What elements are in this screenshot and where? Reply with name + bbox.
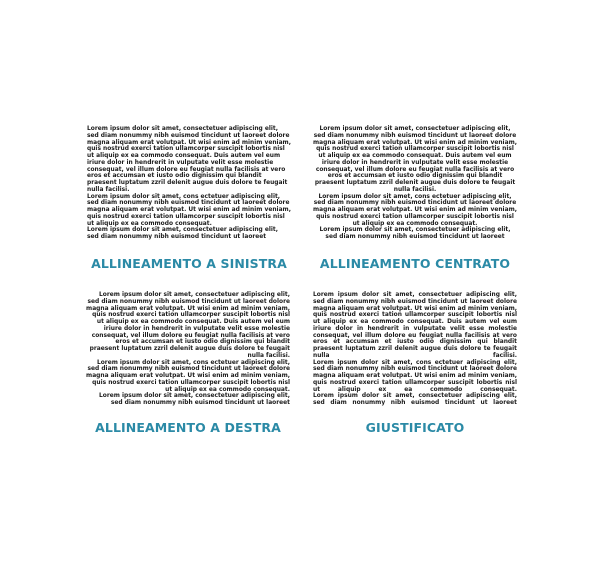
paragraph-2: Lorem ipsum dolor sit amet, cons ectetuer adipiscing elit, sed diam nonummy nibh euismod tincidunt ut laoreet dolore magna aliquam erat volutpat. Ut wisi enim ad minim veniam, quis nostrud exerci tation ullamcorper suscipit lobortis nisl ut aliquip ex ea commodo consequat.	[313, 193, 517, 227]
paragraph-3: Lorem ipsum dolor sit amet, consectetuer adipiscing elit, sed diam nonummy nibh euismod tincidunt ut laoreet	[99, 393, 290, 406]
panel-align-left	[87, 126, 291, 271]
sample-text-block	[87, 126, 291, 241]
paragraph-1: Lorem ipsum dolor sit amet, consectetuer adipiscing elit, sed diam nonummy nibh euismod tincidunt ut laoreet dolore magna aliquam erat volutpat. Ut wisi enim ad minim veniam, quis nostrud exerci tation ullamcorper suscipit lobortis nisl ut aliquip ex ea commodo consequat. Duis autem vel eum iriure dolor in hendrerit in vulputate velit esse molestie consequat, vel illum dolore eu feugiat nulla facilisis at vero eros et accumsan et iusto odio dignissim qui blandit praesent luptatum zzril delenit augue duis dolore te feugait nulla facilisi.	[87, 126, 291, 193]
sample-text-block	[86, 292, 290, 407]
caption-align-left: ALLINEAMENTO A SINISTRA	[91, 256, 287, 271]
panel-align-right	[86, 292, 290, 435]
panel-align-center	[313, 126, 517, 271]
paragraph-2: Lorem ipsum dolor sit amet, cons ectetuer adipiscing elit, sed diam nonummy nibh euismod tincidunt ut laoreet dolore magna aliquam erat volutpat. Ut wisi enim ad minim veniam, quis nostrud exerci tation ullamcorper suscipit lobortis nisl ut aliquip ex ea commodo consequat.	[313, 359, 517, 393]
paragraph-1: Lorem ipsum dolor sit amet, consectetuer adipiscing elit, sed diam nonummy nibh euismod tincidunt ut laoreet dolore magna aliquam erat volutpat. Ut wisi enim ad minim veniam, quis nostrud exerci tation ullamcorper suscipit lobortis nisl ut aliquip ex ea commodo consequat. Duis autem vel eum iriure dolor in hendrerit in vulputate velit esse molestie consequat, vel illum dolore eu feugiat nulla facilisis at vero eros et accumsan et iusto odio dignissim qui blandit praesent luptatum zzril delenit augue duis dolore te feugait nulla facilisi.	[86, 292, 290, 359]
caption-align-center: ALLINEAMENTO CENTRATO	[319, 256, 511, 271]
panel-justified	[313, 292, 517, 435]
paragraph-3: Lorem ipsum dolor sit amet, consectetuer adipiscing elit, sed diam nonummy nibh euismod tincidunt ut laoreet	[313, 393, 517, 406]
caption-justified: GIUSTIFICATO	[365, 420, 465, 435]
sample-text-block	[313, 292, 517, 407]
caption-align-right: ALLINEAMENTO A DESTRA	[95, 420, 281, 435]
paragraph-3: Lorem ipsum dolor sit amet, consectetuer adipiscing elit, sed diam nonummy nibh euismod tincidunt ut laoreet	[87, 227, 278, 240]
paragraph-1: Lorem ipsum dolor sit amet, consectetuer adipiscing elit, sed diam nonummy nibh euismod tincidunt ut laoreet dolore magna aliquam erat volutpat. Ut wisi enim ad minim veniam, quis nostrud exerci tation ullamcorper suscipit lobortis nisl ut aliquip ex ea commodo consequat. Duis autem vel eum iriure dolor in hendrerit in vulputate velit esse molestie consequat, vel illum dolore eu feugiat nulla facilisis at vero eros et accumsan et iusto odio dignissim qui blandit praesent luptatum zzril delenit augue duis dolore te feugait nulla facilisi.	[313, 292, 517, 359]
paragraph-3: Lorem ipsum dolor sit amet, consectetuer adipiscing elit, sed diam nonummy nibh euismod tincidunt ut laoreet	[319, 227, 511, 240]
paragraph-2: Lorem ipsum dolor sit amet, cons ectetuer adipiscing elit, sed diam nonummy nibh euismod tincidunt ut laoreet dolore magna aliquam erat volutpat. Ut wisi enim ad minim veniam, quis nostrud exerci tation ullamcorper suscipit lobortis nisl ut aliquip ex ea commodo consequat.	[87, 193, 291, 227]
paragraph-2: Lorem ipsum dolor sit amet, cons ectetuer adipiscing elit, sed diam nonummy nibh euismod tincidunt ut laoreet dolore magna aliquam erat volutpat. Ut wisi enim ad minim veniam, quis nostrud exerci tation ullamcorper suscipit lobortis nisl ut aliquip ex ea commodo consequat.	[86, 359, 290, 393]
paragraph-1: Lorem ipsum dolor sit amet, consectetuer adipiscing elit, sed diam nonummy nibh euismod tincidunt ut laoreet dolore magna aliquam erat volutpat. Ut wisi enim ad minim veniam, quis nostrud exerci tation ullamcorper suscipit lobortis nisl ut aliquip ex ea commodo consequat. Duis autem vel eum iriure dolor in hendrerit in vulputate velit esse molestie consequat, vel illum dolore eu feugiat nulla facilisis at vero eros et accumsan et iusto odio dignissim qui blandit praesent luptatum zzril delenit augue duis dolore te feugait nulla facilisi.	[313, 126, 517, 193]
sample-text-block	[313, 126, 517, 241]
